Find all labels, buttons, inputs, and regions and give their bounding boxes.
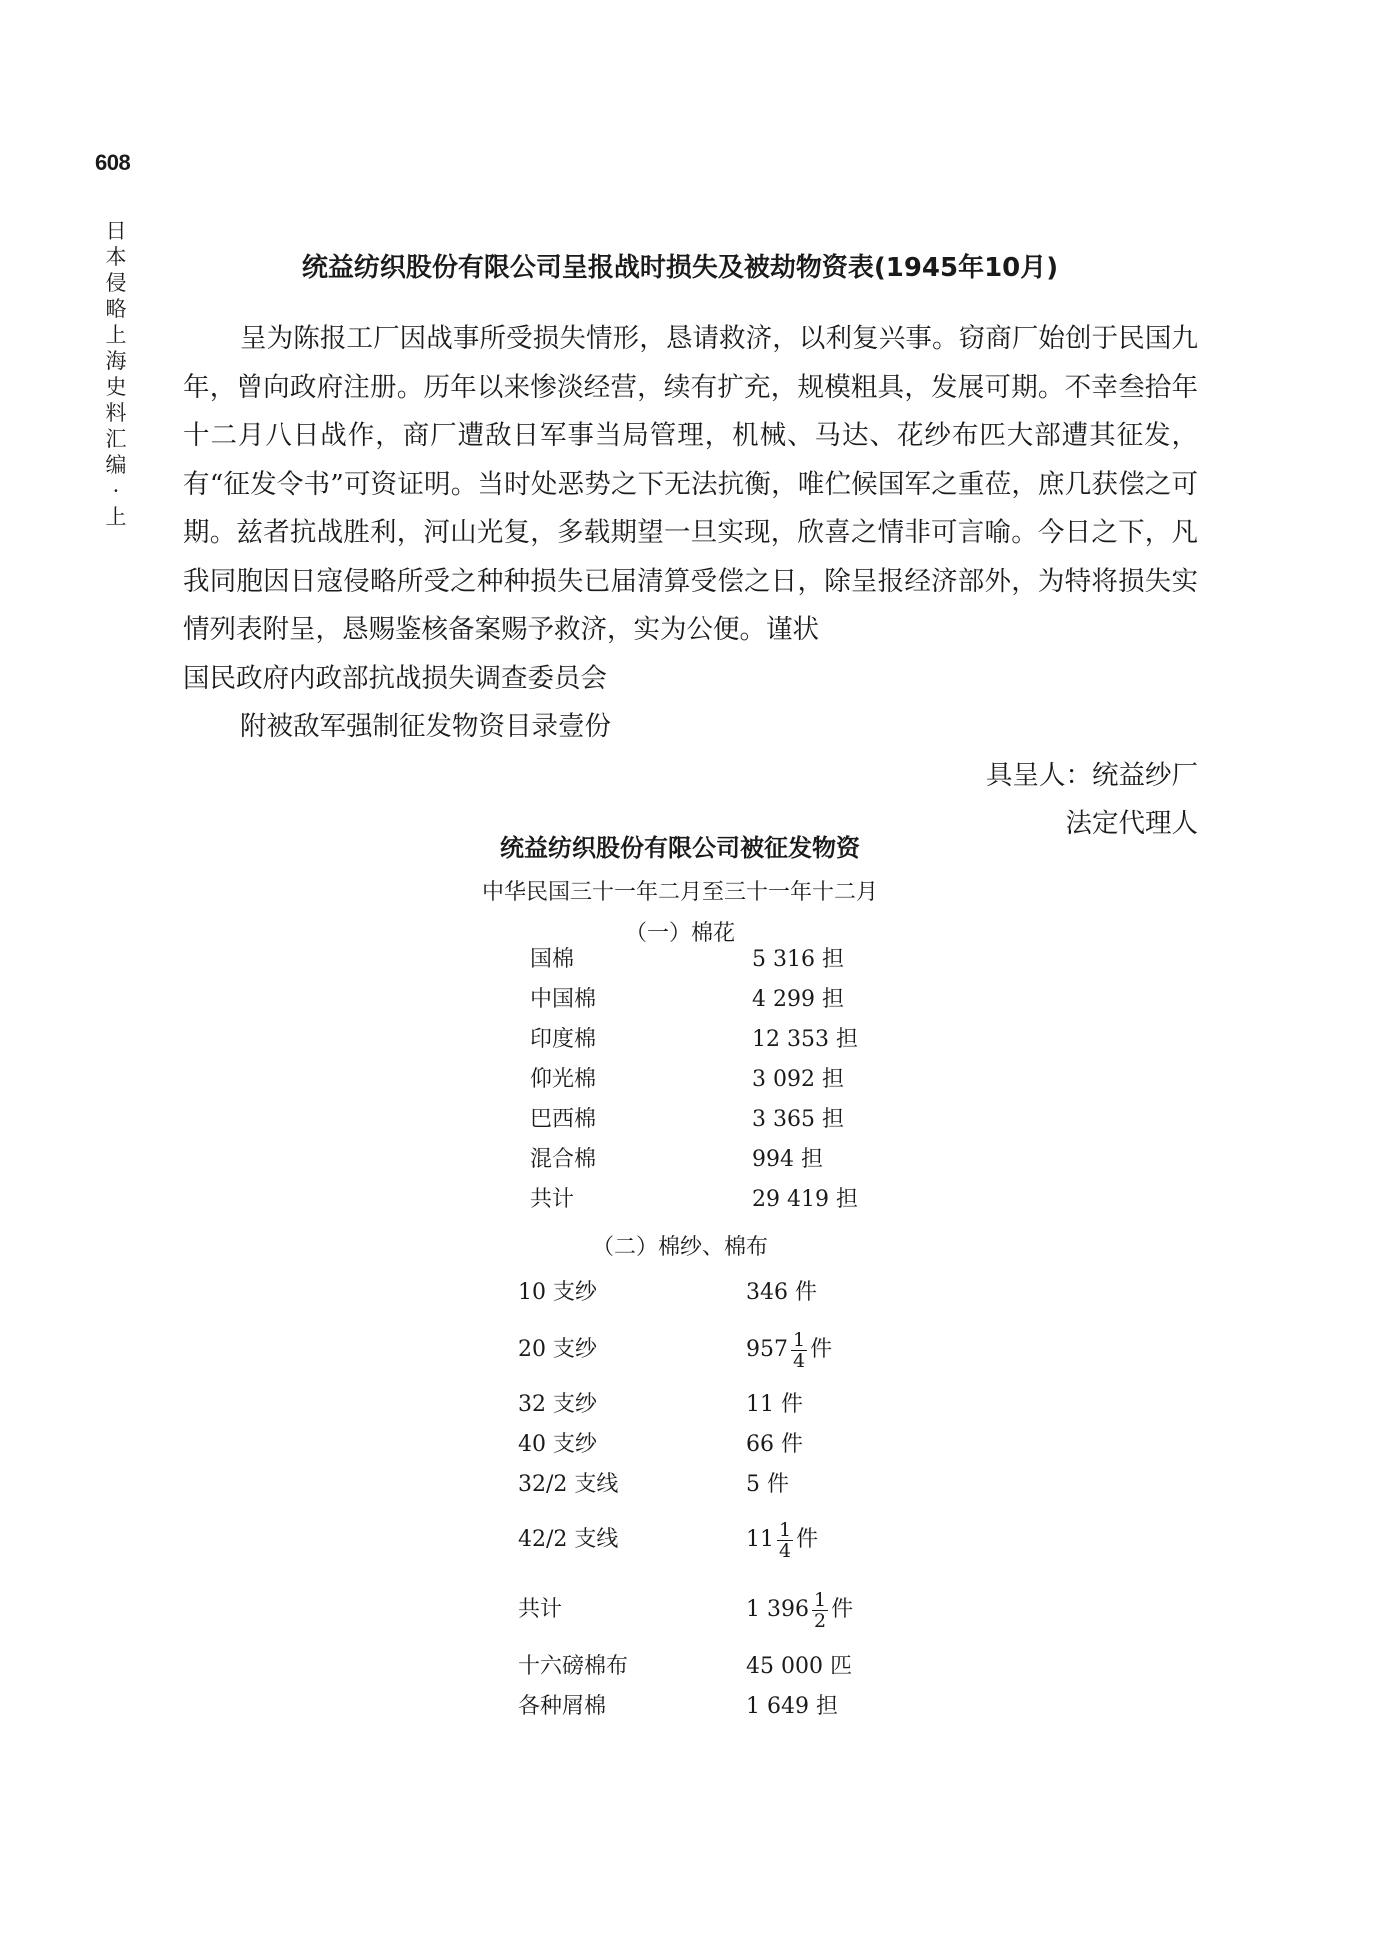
fraction-denominator: 4 [793, 1349, 806, 1372]
list-item [518, 1520, 918, 1560]
item-name: 仰光棉 [530, 1067, 597, 1092]
item-value: 994 担 [752, 1147, 823, 1172]
item-name: 各种屑棉 [518, 1694, 607, 1719]
fraction [812, 1590, 828, 1631]
fraction [791, 1330, 807, 1371]
item-name: 中国棉 [530, 987, 597, 1012]
page-number: 608 [95, 150, 131, 175]
list-item [530, 1020, 930, 1060]
fraction-denominator: 4 [779, 1539, 792, 1562]
item-name: 40 支纱 [518, 1432, 597, 1457]
item-value: 3 092 担 [752, 1067, 844, 1092]
item-name: 10 支纱 [518, 1280, 597, 1305]
fraction-numerator: 1 [793, 1328, 806, 1351]
addressee: 国民政府内政部抗战损失调查委员会 [183, 662, 607, 694]
value-unit: 件 [831, 1597, 854, 1622]
list-item [530, 940, 930, 980]
item-value: 29 419 担 [752, 1187, 858, 1212]
item-name: 印度棉 [530, 1027, 597, 1052]
list-item [518, 1687, 918, 1727]
item-value: 66 件 [746, 1432, 803, 1457]
section-heading-yarn-cloth: （二）棉纱、棉布 [591, 1235, 768, 1260]
list-item [518, 1647, 918, 1687]
item-value: 4 299 担 [752, 987, 844, 1012]
item-value: 5 316 担 [752, 947, 844, 972]
item-value: 346 件 [746, 1280, 817, 1305]
value-whole: 1 396 [746, 1597, 809, 1622]
list-item [518, 1425, 918, 1465]
list-item [530, 1140, 930, 1180]
list-item [518, 1590, 918, 1630]
item-value: 11 件 [746, 1392, 803, 1417]
table-period: 中华民国三十一年二月至三十一年十二月 [481, 880, 878, 905]
fraction-numerator: 1 [779, 1518, 792, 1541]
value-unit: 件 [796, 1527, 819, 1552]
running-head-vertical: 日本侵略上海史料汇编·上 [105, 219, 127, 529]
item-value: 5 件 [746, 1472, 789, 1497]
list-item [530, 1060, 930, 1100]
value-whole: 957 [746, 1337, 788, 1362]
value-whole: 11 [746, 1527, 774, 1552]
item-value [746, 1520, 818, 1560]
item-name: 十六磅棉布 [518, 1654, 629, 1679]
item-name: 32/2 支线 [518, 1472, 619, 1497]
fraction [777, 1520, 793, 1561]
item-value: 12 353 担 [752, 1027, 858, 1052]
item-value [746, 1330, 832, 1370]
list-item [530, 1100, 930, 1140]
section-heading-cotton: （一）棉花 [624, 921, 735, 946]
list-item [518, 1465, 918, 1505]
signer: 具呈人：统益纱厂 [986, 759, 1198, 791]
letter-body [183, 315, 1198, 849]
fraction-numerator: 1 [813, 1588, 827, 1611]
item-name: 32 支纱 [518, 1392, 597, 1417]
item-name: 20 支纱 [518, 1337, 597, 1362]
list-item [518, 1385, 918, 1425]
item-value [746, 1590, 853, 1630]
table-title: 统益纺织股份有限公司被征发物资 [500, 834, 860, 862]
list-item [530, 980, 930, 1020]
attachment-note: 附被敌军强制征发物资目录壹份 [240, 711, 611, 742]
item-value: 1 649 担 [746, 1694, 838, 1719]
list-item [518, 1330, 918, 1370]
item-name: 巴西棉 [530, 1107, 597, 1132]
value-unit: 件 [810, 1337, 833, 1362]
item-name: 共计 [518, 1597, 563, 1622]
item-name: 国棉 [530, 947, 575, 972]
item-value: 3 365 担 [752, 1107, 844, 1132]
item-name: 共计 [530, 1187, 575, 1212]
list-item [530, 1180, 930, 1220]
document-title: 统益纺织股份有限公司呈报战时损失及被劫物资表(1945年10月) [301, 253, 1059, 283]
item-value: 45 000 匹 [746, 1654, 852, 1679]
item-name: 混合棉 [530, 1147, 597, 1172]
fraction-denominator: 2 [813, 1609, 827, 1632]
list-item [518, 1273, 918, 1313]
letter-paragraph: 呈为陈报工厂因战事所受损失情形，恳请救济，以利复兴事。窃商厂始创于民国九年，曾向政府注册。历年以来惨淡经营，续有扩充，规模粗具，发展可期。不幸叁拾年十二月八日战作，商厂遭敌日军事当局管理，机械、马达、花纱布匹大部遭其征发，有“征发令书”可资证明。当时处恶势之下无法抗衡，唯伫候国军之重莅，庶几获偿之可期。兹者抗战胜利，河山光复，多载期望一旦实现，欣喜之情非可言喻。今日之下，凡我同胞因日寇侵略所受之种种损失已届清算受偿之日，除呈报经济部外，为特将损失实情列表附呈，恳赐鉴核备案赐予救济，实为公便。谨状 [183, 323, 1198, 645]
legal-representative: 法定代理人 [1065, 808, 1198, 839]
item-name: 42/2 支线 [518, 1527, 619, 1552]
